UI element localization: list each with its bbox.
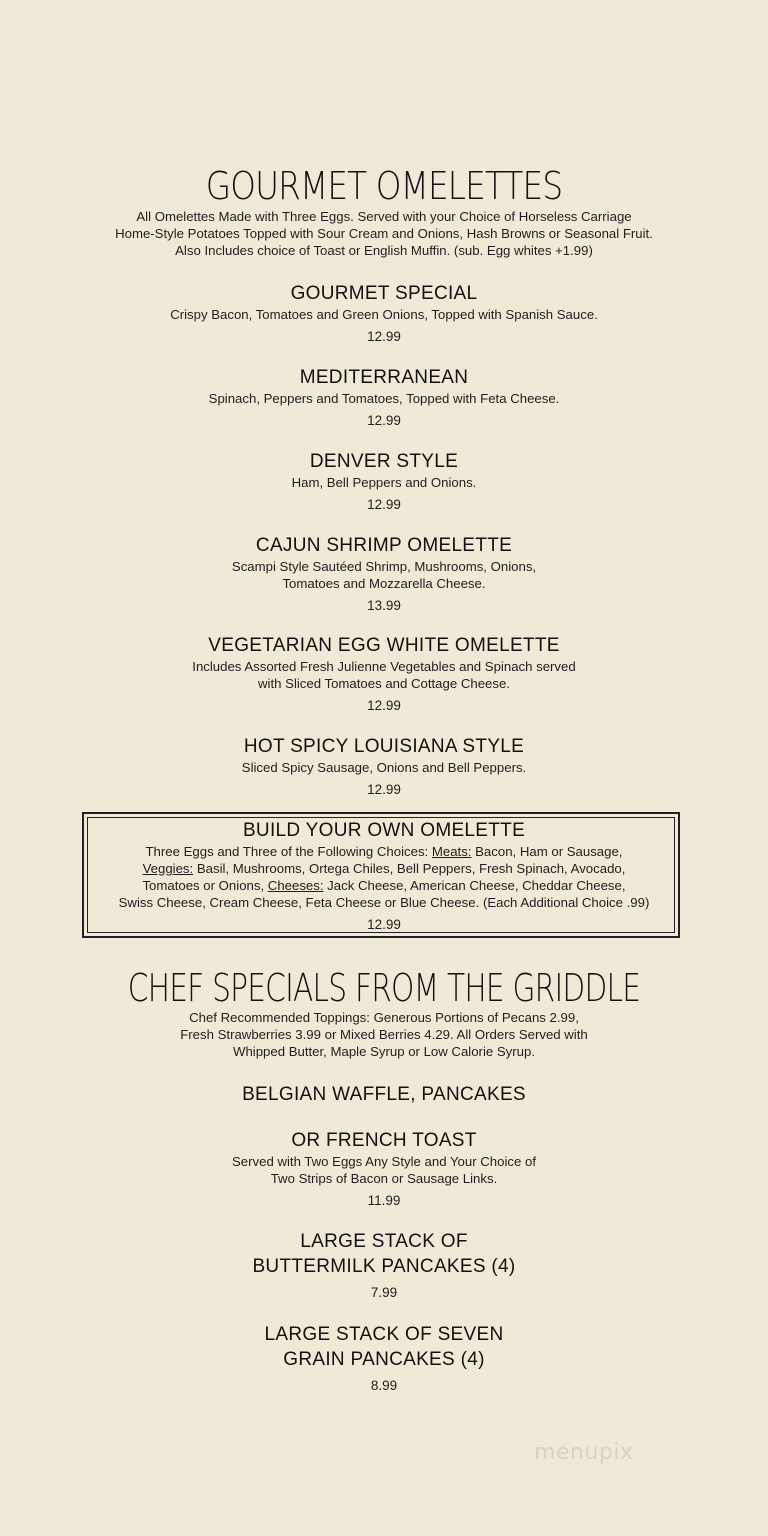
desc-text: Bacon, Ham or Sausage,	[471, 844, 623, 859]
item-description: with Sliced Tomatoes and Cottage Cheese.	[258, 676, 510, 691]
item-price: 11.99	[367, 1193, 401, 1208]
item-name: OR FRENCH TOAST	[291, 1130, 477, 1151]
desc-text: Three Eggs and Three of the Following Choices:	[145, 844, 432, 859]
item-price: 8.99	[370, 1378, 398, 1393]
menu-item-mediterranean	[0, 366, 768, 429]
desc-text: Basil, Mushrooms, Ortega Chiles, Bell Peppers, Fresh Spinach, Avocado,	[193, 861, 626, 876]
item-description: Tomatoes and Mozzarella Cheese.	[282, 576, 486, 591]
item-name: CAJUN SHRIMP OMELETTE	[255, 535, 513, 556]
desc-text: Tomatoes or Onions,	[142, 878, 268, 893]
item-description: Ham, Bell Peppers and Onions.	[291, 475, 477, 490]
menu-item-belgian-waffle	[0, 1083, 768, 1107]
item-name: BUILD YOUR OWN OMELETTE	[242, 820, 526, 841]
item-price: 7.99	[370, 1285, 398, 1300]
menu-item-buttermilk-pancakes	[0, 1229, 768, 1301]
build-your-own-content	[82, 819, 686, 933]
intro-line: All Omelettes Made with Three Eggs. Served with your Choice of Horseless Carriage	[136, 209, 632, 224]
menu-item-hot-spicy-louisiana	[0, 735, 768, 798]
watermark-logo: menupix	[534, 1440, 634, 1465]
item-description: Crispy Bacon, Tomatoes and Green Onions, Topped with Spanish Sauce.	[170, 307, 598, 322]
item-name: HOT SPICY LOUISIANA STYLE	[243, 736, 525, 757]
omelettes-intro	[0, 208, 768, 259]
desc-text: Jack Cheese, American Cheese, Cheddar Cheese,	[323, 878, 626, 893]
intro-line: Home-Style Potatoes Topped with Sour Cream and Onions, Hash Browns or Seasonal Fruit.	[115, 226, 653, 241]
item-name: VEGETARIAN EGG WHITE OMELETTE	[208, 635, 560, 656]
meats-label: Meats:	[431, 844, 472, 859]
item-description	[82, 877, 686, 894]
cheeses-label: Cheeses:	[267, 878, 324, 893]
item-name: BUTTERMILK PANCAKES (4)	[252, 1256, 516, 1277]
item-description	[82, 860, 686, 877]
veggies-label: Veggies:	[142, 861, 194, 876]
item-description: Sliced Spicy Sausage, Onions and Bell Peppers.	[241, 760, 527, 775]
item-name: GOURMET SPECIAL	[290, 283, 478, 304]
item-price: 12.99	[367, 782, 401, 797]
item-name: GRAIN PANCAKES (4)	[283, 1349, 485, 1370]
intro-line: Fresh Strawberries 3.99 or Mixed Berries 4.29. All Orders Served with	[180, 1027, 588, 1042]
menu-item-cajun-shrimp	[0, 534, 768, 614]
item-description: Swiss Cheese, Cream Cheese, Feta Cheese or Blue Cheese. (Each Additional Choice .99)	[118, 895, 650, 910]
item-name: BELGIAN WAFFLE, PANCAKES	[242, 1084, 526, 1105]
item-price: 12.99	[367, 413, 401, 428]
menu-item-denver-style	[0, 450, 768, 513]
section-title-griddle: CHEF SPECIALS FROM THE GRIDDLE	[127, 966, 641, 1010]
menu-item-seven-grain-pancakes	[0, 1322, 768, 1394]
item-price: 12.99	[367, 917, 401, 932]
intro-line: Chef Recommended Toppings: Generous Portions of Pecans 2.99,	[189, 1010, 579, 1025]
item-name: MEDITERRANEAN	[299, 367, 469, 388]
griddle-intro	[0, 1009, 768, 1060]
item-description: Two Strips of Bacon or Sausage Links.	[270, 1171, 498, 1186]
item-description	[82, 843, 686, 860]
item-price: 12.99	[367, 698, 401, 713]
intro-line: Whipped Butter, Maple Syrup or Low Calorie Syrup.	[233, 1044, 535, 1059]
item-description: Served with Two Eggs Any Style and Your Choice of	[232, 1154, 536, 1169]
intro-line: Also Includes choice of Toast or English Muffin. (sub. Egg whites +1.99)	[175, 243, 593, 258]
item-description: Scampi Style Sautéed Shrimp, Mushrooms, Onions,	[231, 559, 537, 574]
item-price: 13.99	[367, 598, 401, 613]
menu-item-gourmet-special	[0, 282, 768, 345]
menu-item-french-toast	[0, 1129, 768, 1209]
item-name: DENVER STYLE	[309, 451, 459, 472]
menu-item-vegetarian-egg-white	[0, 634, 768, 714]
item-price: 12.99	[367, 329, 401, 344]
item-description: Includes Assorted Fresh Julienne Vegetables and Spinach served	[192, 659, 576, 674]
item-price: 12.99	[367, 497, 401, 512]
item-name: LARGE STACK OF SEVEN	[264, 1324, 504, 1345]
item-name: LARGE STACK OF	[300, 1231, 468, 1252]
item-description: Spinach, Peppers and Tomatoes, Topped with Feta Cheese.	[208, 391, 560, 406]
section-title-omelettes: GOURMET OMELETTES	[205, 164, 563, 208]
